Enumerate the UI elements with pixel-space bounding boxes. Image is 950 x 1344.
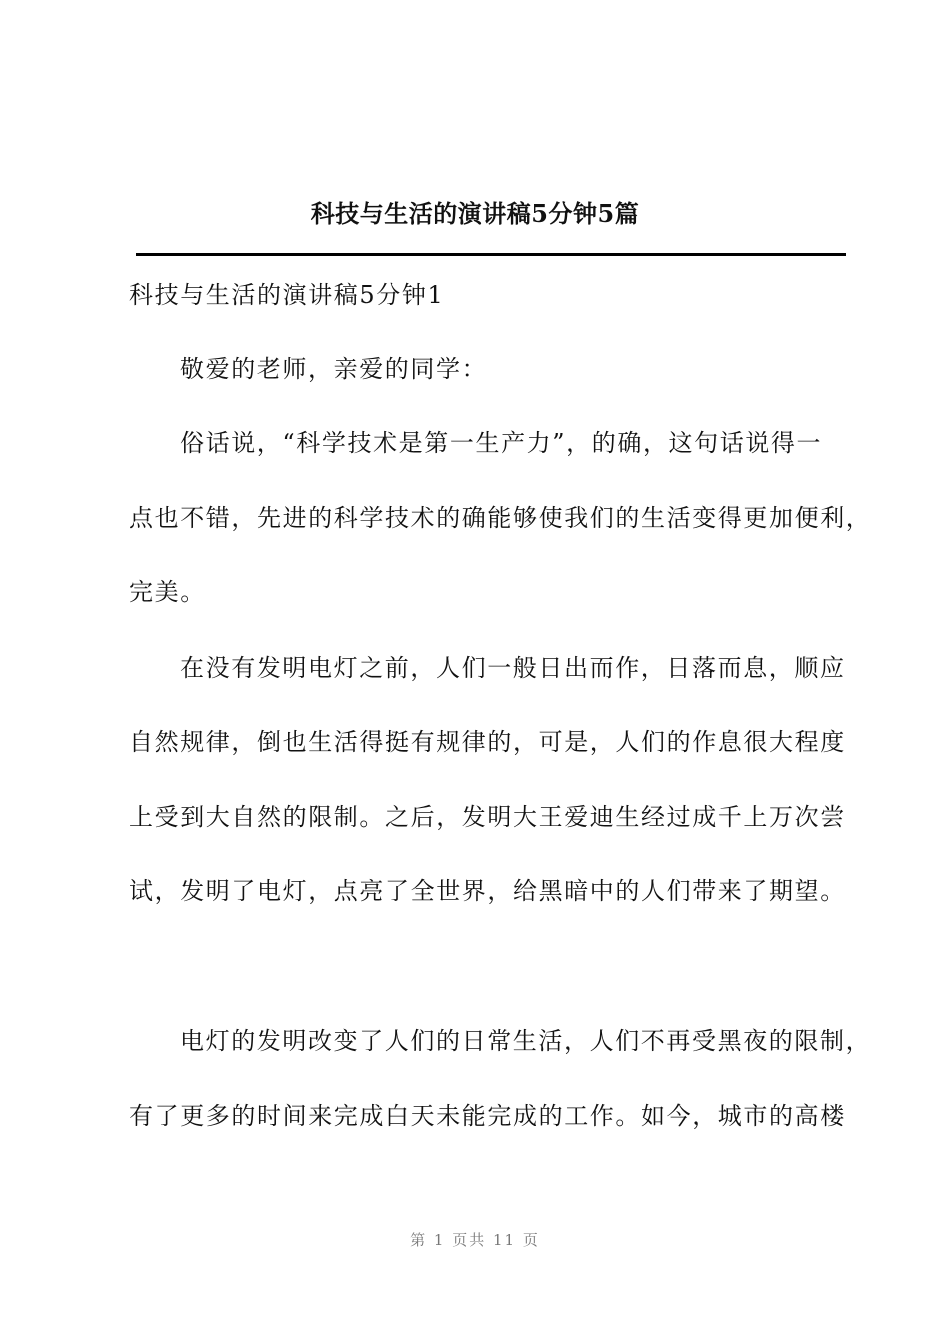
paragraph-line: 有了更多的时间来完成白天未能完成的工作。如今，城市的高楼	[129, 1102, 846, 1130]
paragraph-line: 上受到大自然的限制。之后，发明大王爱迪生经过成千上万次尝	[129, 803, 846, 831]
paragraph-line: 俗话说，“科学技术是第一生产力”，的确，这句话说得一	[180, 429, 823, 457]
paragraph-line: 试，发明了电灯，点亮了全世界，给黑暗中的人们带来了期望。	[129, 877, 846, 905]
title-divider	[136, 253, 846, 256]
paragraph-line: 在没有发明电灯之前，人们一般日出而作，日落而息，顺应	[180, 654, 846, 682]
document-title: 科技与生活的演讲稿5分钟5篇	[310, 199, 640, 228]
page-footer: 第 1 页共 11 页	[410, 1231, 540, 1249]
greeting-line: 敬爱的老师，亲爱的同学：	[180, 355, 488, 383]
paragraph-line: 自然规律，倒也生活得挺有规律的，可是，人们的作息很大程度	[129, 728, 846, 756]
section-heading: 科技与生活的演讲稿5分钟1	[129, 281, 445, 309]
paragraph-line: 点也不错，先进的科学技术的确能够使我们的生活变得更加便利，	[129, 504, 872, 532]
paragraph-line: 完美。	[129, 578, 206, 606]
paragraph-line: 电灯的发明改变了人们的日常生活，人们不再受黑夜的限制，	[180, 1027, 872, 1055]
